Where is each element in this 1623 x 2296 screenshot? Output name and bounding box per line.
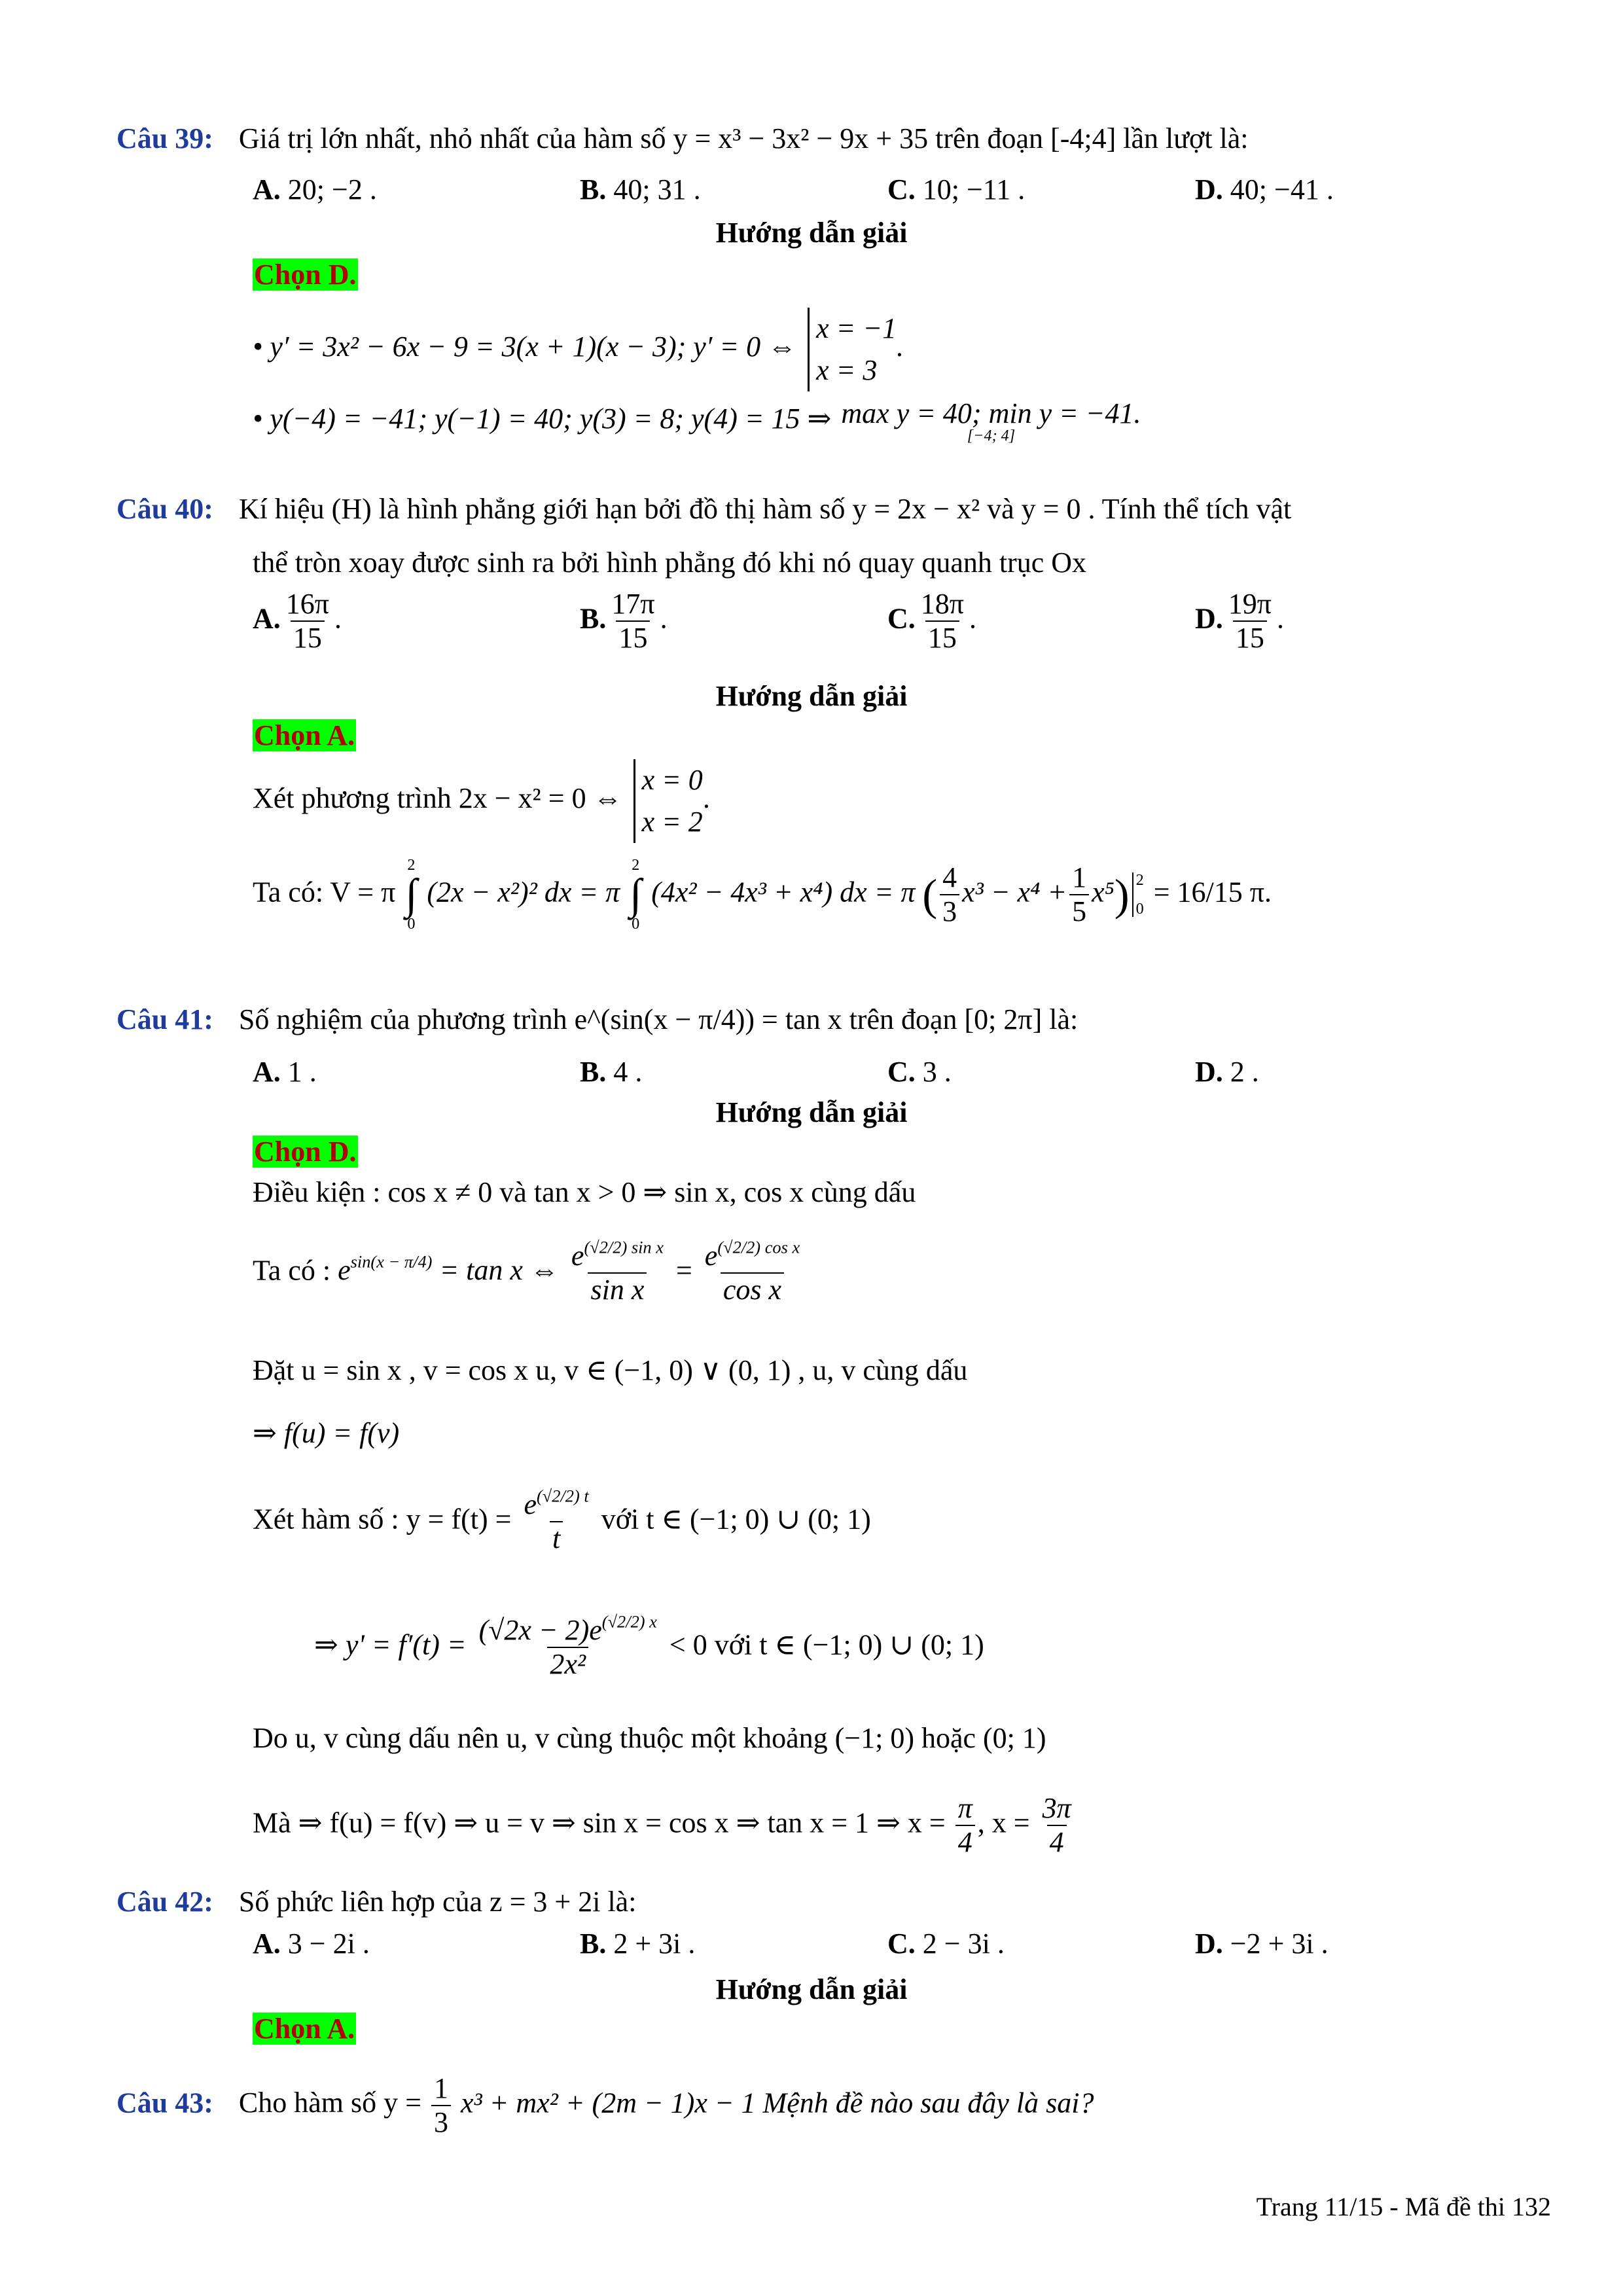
q40-option-d: D. $\frac{19\pi}{15}$ . [1195,588,1284,655]
q41-stem-line [116,1003,1078,1037]
q40-option-b: B. $\frac{17\pi}{15}$ . [580,588,668,655]
q41-derivative-line: ⇒ y' = f′(t) = $\frac{(√2x - 2)e^{(√2/2) x}}{\text{2x²}}$ < 0 với t ∈ (−1; 0) ∪ (0; 1) [314,1611,984,1681]
q39-derivative-line: • y′ = 3x² − 6x − 9 = 3(x + 1)(x − 3); y′ = 0 ⇔ x = −1 x = 3 . [253,308,904,391]
q40-volume-line: Ta có: V = π 2 ∫ 0 (2x − x²)² dx = π 2 ∫ 0 (4x² − 4x³ + x⁴) dx = π ( $\frac{4}{3}$ x³ − x⁴ + $\frac{1}{5}$ x⁵) 2 0 = 16/15 π. [253,856,1272,933]
q43-stem-line: Câu 43: Cho hàm số y = $\frac{1}{3}$ x³ + mx² + (2m − 1)x − 1 Mệnh đề nào sau đây là sai? [116,2072,1094,2139]
q41-answer: Chọn D. [254,1136,357,1168]
q41-same-sign: Do u, v cùng dấu nên u, v cùng thuộc một khoảng (−1; 0) hoặc (0; 1) [253,1722,1046,1754]
q40-case-bracket: x = 0 x = 2 [633,759,703,843]
q41-label: Câu 41: [116,1003,213,1035]
q42-stem: Số phức liên hợp của z = 3 + 2i là: [238,1886,637,1918]
q41-condition: Điều kiện : cos x ≠ 0 và tan x > 0 ⇒ sin x, cos x cùng dấu [253,1176,916,1208]
q42-option-d: D. −2 + 3i . [1195,1928,1329,1960]
q43-stem: x³ + mx² + (2m − 1)x − 1 Mệnh đề nào sau đây là sai? [460,2087,1094,2119]
q42-option-a: A. 3 − 2i . [253,1928,370,1960]
q39-case-bracket: x = −1 x = 3 [808,308,897,391]
q41-function-line: Xét hàm số : y = f(t) = $\frac{e^{(√2/2) t}}{t}$ với t ∈ (−1; 0) ∪ (0; 1) [253,1486,871,1555]
q41-stem: Số nghiệm của phương trình e^(sin(x − π/4)) = tan x trên đoạn [0; 2π] là: [238,1003,1079,1035]
q40-stem2: thể tròn xoay được sinh ra bởi hình phẳng đó khi nó quay quanh trục Ox [253,547,1087,579]
q42-option-c: C. 2 − 3i . [887,1928,1005,1960]
q41-conclusion: Mà ⇒ f(u) = f(v) ⇒ u = v ⇒ sin x = cos x ⇒ tan x = 1 ⇒ x = $\frac{\pi}{4}$ , x = $\frac{3\pi}{4}$ [253,1792,1071,1859]
q39-heading: Hướng dẫn giải [715,217,908,249]
q39-label: Câu 39: [116,122,213,154]
q40-option-a: A. $\frac{16\pi}{15}$ . [253,588,342,655]
q41-fu-fv: ⇒ f(u) = f(v) [253,1417,400,1449]
page-footer: Trang 11/15 - Mã đề thi 132 [1256,2192,1551,2221]
q41-heading: Hướng dẫn giải [715,1096,908,1128]
q41-substitution: Đặt u = sin x , v = cos x u, v ∈ (−1, 0) ∨ (0, 1) , u, v cùng dấu [253,1354,968,1386]
q39-stem: Giá trị lớn nhất, nhỏ nhất của hàm số y = x³ − 3x² − 9x + 35 trên đoạn [-4;4] lần lượt là: [238,122,1249,154]
q40-stem-line1 [116,492,1291,527]
q39-option-c: C. 10; −11 . [887,173,1026,206]
q41-option-d: D. 2 . [1195,1056,1259,1088]
q42-answer: Chọn A. [254,2013,355,2045]
q42-heading: Hướng dẫn giải [715,1973,908,2005]
q40-equation-line: Xét phương trình 2x − x² = 0 ⇔ x = 0 x = 2 . [253,759,710,843]
q42-option-b: B. 2 + 3i . [580,1928,696,1960]
q41-option-a: A. 1 . [253,1056,317,1088]
q40-heading: Hướng dẫn giải [715,680,908,712]
q39-option-b: B. 40; 31 . [580,173,701,206]
q42-stem-line [116,1885,636,1920]
q39-answer: Chọn D. [254,259,357,291]
q39-values-line: • y(−4) = −41; y(−1) = 40; y(3) = 8; y(4) = 15 ⇒ max y = 40; min y = −41. [−4; 4] [253,397,1141,444]
q41-option-b: B. 4 . [580,1056,643,1088]
q40-label: Câu 40: [116,493,213,525]
q39-option-a: A. 20; −2 . [253,173,377,206]
q43-label: Câu 43: [116,2087,213,2119]
q40-answer: Chọn A. [254,719,355,751]
q41-taco-line: Ta có : $e^{sin(x - \pi/4)} = \tan x$ ⇔ $\frac{e^{(√2/2) sin x}}{\text{sin x}}$ = $\frac{e^{(√2/2) cos x}}{\text{cos x}}$ [253,1237,800,1306]
q39-stem-line [116,122,1249,156]
q41-option-c: C. 3 . [887,1056,952,1088]
q42-label: Câu 42: [116,1886,213,1918]
q40-stem1: Kí hiệu (H) là hình phẳng giới hạn bởi đồ thị hàm số y = 2x − x² và y = 0 . Tính thể tích vật [238,493,1292,525]
q40-option-c: C. $\frac{18\pi}{15}$ . [887,588,976,655]
q39-option-d: D. 40; −41 . [1195,173,1334,206]
